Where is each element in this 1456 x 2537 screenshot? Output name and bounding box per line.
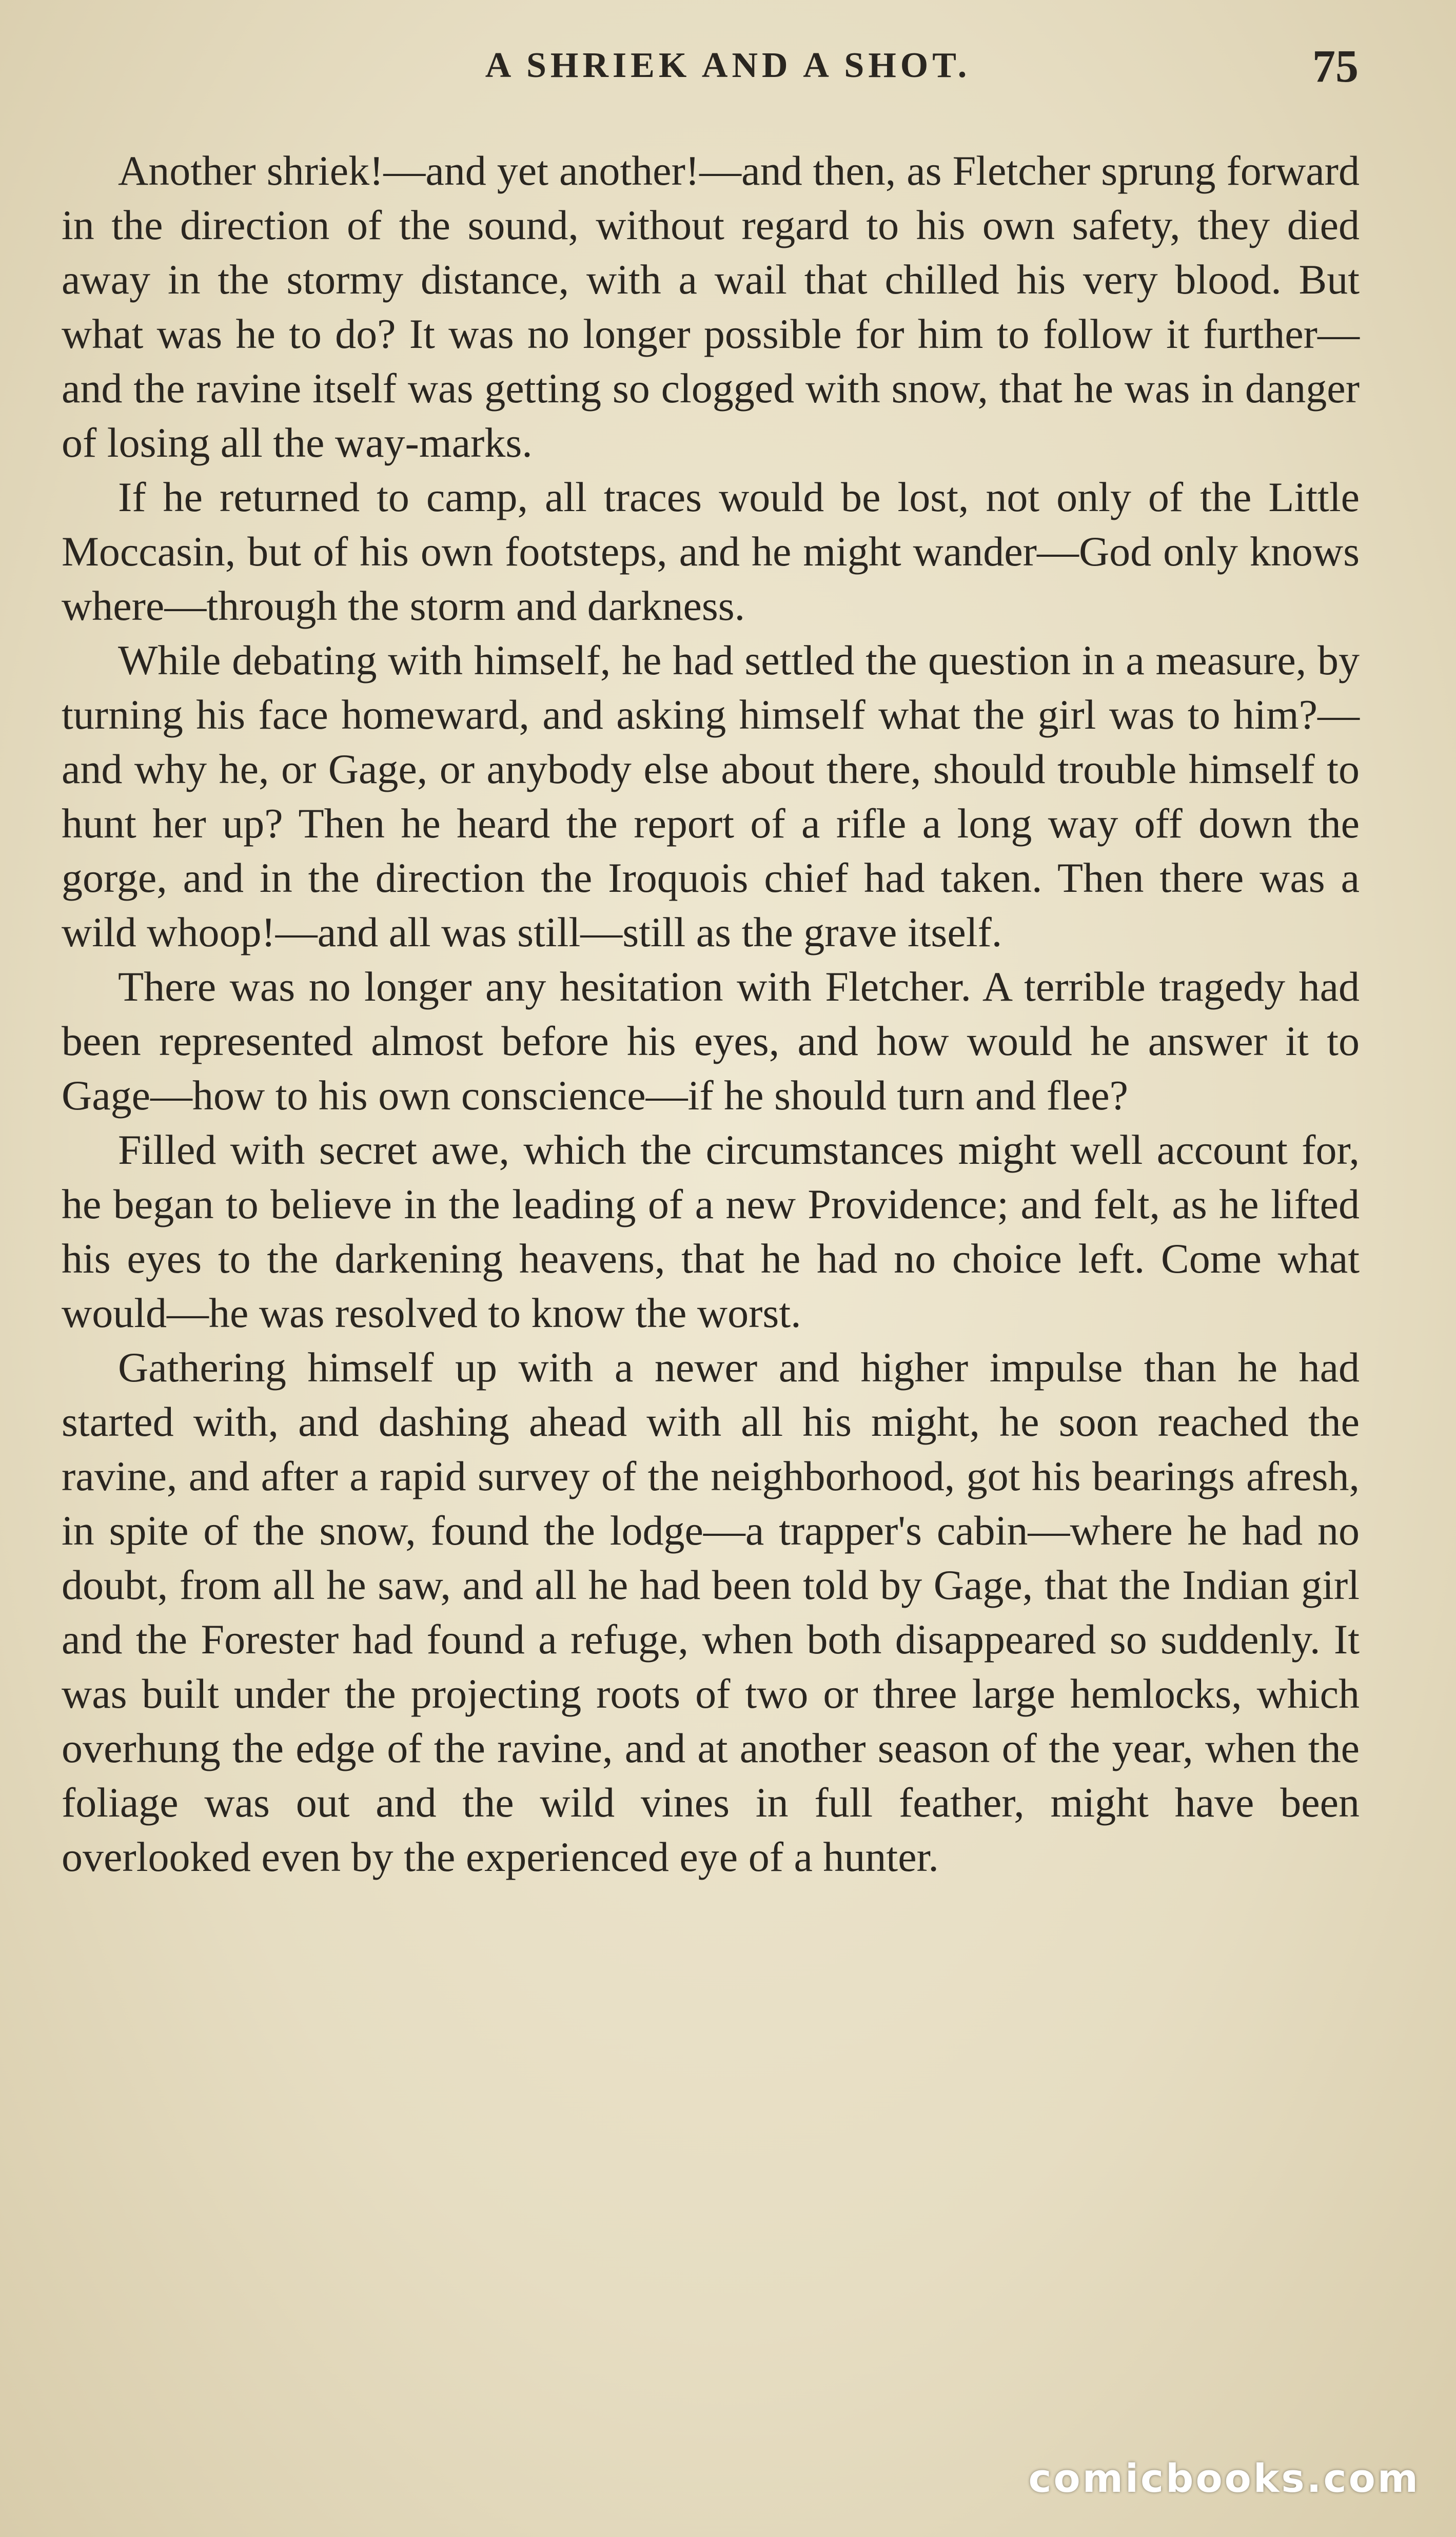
paragraph: If he returned to camp, all traces would be lost, not only of the Little Moccasin, but of his own footsteps, and he might wander—God only knows where—through the storm and darkness. xyxy=(62,474,1360,629)
paragraph: There was no longer any hesitation with Fletcher. A terrible tragedy had been represented almost before his eyes, and how would he answer it to Gage—how to his own conscience—if he should turn and flee? xyxy=(62,963,1360,1119)
paragraph: Filled with secret awe, which the circumstances might well account for, he began to believe in the leading of a new Providence; and felt, as he lifted his eyes to the darkening heavens, that he had no choice left. Come what would—he was resolved to know the worst. xyxy=(62,1126,1360,1336)
page-number: 75 xyxy=(1312,41,1359,92)
watermark: comicbooks.com xyxy=(1028,2455,1420,2501)
paragraph: Gathering himself up with a newer and higher impulse than he had started with, and dashing ahead with all his might, he soon reached the ravine, and after a rapid survey of the neighborhood, got his bearings afresh, in spite of the snow, found the lodge—a trapper's cabin—where he had no doubt, from all he saw, and all he had been told by Gage, that the Indian girl and the Forester had found a refuge, when both disappeared so suddenly. It was built under the projecting roots of two or three large hemlocks, which overhung the edge of the ravine, and at another season of the year, when the foliage was out and the wild vines in full feather, might have been overlooked even by the experienced eye of a hunter. xyxy=(62,1344,1360,1880)
running-head: A SHRIEK AND A SHOT. xyxy=(485,46,971,85)
paragraph: Another shriek!—and yet another!—and then, as Fletcher sprung forward in the direction of the sound, without regard to his own safety, they died away in the stormy distance, with a wail that chilled his very blood. But what was he to do? It was no longer possible for him to follow it further—and the ravine itself was getting so clogged with snow, that he was in danger of losing all the way-marks. xyxy=(62,147,1360,466)
paragraph: While debating with himself, he had settled the question in a measure, by turning his face homeward, and asking himself what the girl was to him?—and why he, or Gage, or anybody else about there, should trouble himself to hunt her up? Then he heard the report of a rifle a long way off down the gorge, and in the direction the Iroquois chief had taken. Then there was a wild whoop!—and all was still—still as the grave itself. xyxy=(62,637,1360,955)
body-text xyxy=(62,144,1360,1884)
page-header xyxy=(0,40,1456,96)
